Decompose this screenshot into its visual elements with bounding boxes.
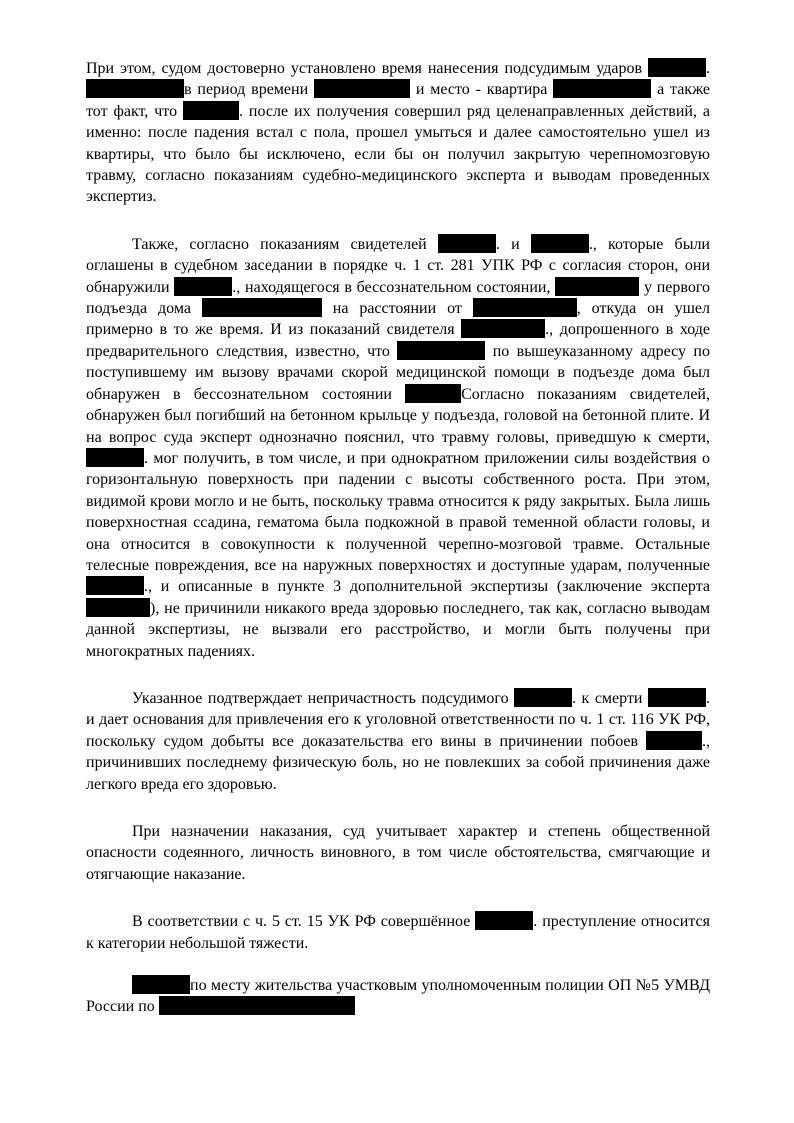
text-segment: а также тот факт, что	[86, 81, 711, 120]
paragraph-crime-category	[86, 911, 710, 954]
redaction-block	[475, 911, 533, 930]
text-segment: ., допрошенного в ходе предварительного следствия, известно, что	[86, 321, 711, 360]
text-segment: Также, согласно показаниям свидетелей	[132, 235, 438, 253]
redaction-block	[202, 298, 322, 317]
redaction-block	[514, 688, 572, 707]
text-segment: Указанное подтверждает непричастность подсудимого	[132, 689, 515, 707]
redaction-block	[174, 277, 232, 296]
text-segment: на расстоянии от	[321, 300, 473, 318]
redaction-block	[183, 101, 239, 120]
paragraph-non-involvement	[86, 688, 710, 795]
text-segment: в период времени	[184, 81, 314, 99]
text-segment: . и дает основания для привлечения его к уголовной ответственности по ч. 1 ст. 116 УК РФ, поскольку судом добыты все доказательства его вины в причинении побоев	[86, 689, 710, 750]
text-segment: ., находящегося в бессознательном состоянии,	[232, 278, 556, 296]
text-segment: .	[706, 60, 710, 77]
paragraph-injury-timing	[86, 58, 710, 208]
redaction-block	[159, 996, 355, 1015]
redaction-block	[438, 234, 496, 253]
redaction-block	[555, 277, 639, 296]
text-segment: При назначении наказания, суд учитывает характер и степень общественной опасности содеянного, личность виновного, в том числе обстоятельства, смягчающие и отягчающие наказание.	[86, 823, 710, 883]
redaction-block	[397, 341, 485, 360]
redaction-block	[648, 58, 706, 77]
text-segment: ), не причинили никакого вреда здоровью последнего, так как, согласно выводам данной экспертизы, не вызвали его расстройство, и могли быть получены при многократных падениях.	[86, 599, 710, 660]
text-segment: . после их получения совершил ряд целенаправленных действий, а именно: после падения встал с пола, прошел умыться и далее самостоятельно ушел из квартиры, что было бы исключено, если бы он получил закрытую черепномозговую травму, согласно показаниям судебно-медицинского эксперта и выводам проведенных экспертиз.	[86, 102, 710, 206]
redaction-block	[553, 79, 651, 98]
redaction-block	[473, 298, 577, 317]
text-segment: При этом, судом достоверно установлено время нанесения подсудимым ударов	[86, 60, 648, 77]
redaction-block	[531, 234, 589, 253]
text-segment: ., причинивших последнему физическую боль, но не повлекших за собой причинения даже легкого вреда его здоровью.	[86, 732, 710, 793]
text-segment: . преступление относится к категории небольшой тяжести.	[86, 913, 711, 952]
redaction-block	[314, 79, 410, 98]
text-segment: . и	[495, 235, 531, 253]
text-segment: по вышеуказанному адресу по поступившему им вызову врачами скорой медицинской помощи в подъезде дома был обнаружен в бессознательном состоянии	[86, 342, 710, 403]
text-segment: . мог получить, в том числе, и при однократном приложении силы воздействия о горизонтальную поверхность при падении с высоты собственного роста. При этом, видимой крови могло и не быть, поскольку травма относится к ряду закрытых. Была лишь поверхностная ссадина, гематома была подкожной в правой теменной области головы, и она относится в совокупности к полученной черепно-мозговой травме. Остальные телесные повреждения, все на наружных поверхностях и доступные ударам, полученные	[86, 449, 710, 574]
text-segment: В соответствии с ч. 5 ст. 15 УК РФ совершённое	[132, 913, 476, 931]
paragraph-residence-characterization	[86, 975, 710, 1018]
paragraph-sentencing-factors	[86, 821, 710, 885]
redaction-block	[648, 688, 706, 707]
paragraph-witness-testimony	[86, 234, 710, 662]
redaction-block	[461, 319, 545, 338]
redaction-block	[86, 448, 144, 467]
redaction-block	[405, 384, 461, 403]
text-segment: по месту жительства участковым уполномоченным полиции ОП №5 УМВД России по	[86, 977, 710, 1016]
text-segment: . к смерти	[572, 689, 648, 707]
redaction-block	[132, 975, 190, 994]
text-segment: ., которые были оглашены в судебном заседании в порядке ч. 1 ст. 281 УПК РФ с согласия сторон, они обнаружили	[86, 235, 710, 296]
redaction-block	[646, 731, 702, 750]
redaction-block	[86, 576, 144, 595]
redaction-block	[86, 598, 150, 617]
redaction-block	[86, 79, 184, 98]
text-segment: , откуда он ушел примерно в то же время. И из показаний свидетеля	[86, 300, 711, 339]
text-segment: Согласно показаниям свидетелей, обнаружен был погибший на бетонном крыльце у подъезда, головой на бетонной плите. И на вопрос суда эксперт однозначно пояснил, что травму головы, приведшую к смерти,	[86, 385, 710, 446]
text-segment: у первого подъезда дома	[86, 278, 710, 318]
text-segment: ., и описанные в пункте 3 дополнительной экспертизы (заключение эксперта	[144, 578, 710, 596]
document-page	[86, 58, 710, 1018]
text-segment: и место - квартира	[409, 81, 554, 99]
